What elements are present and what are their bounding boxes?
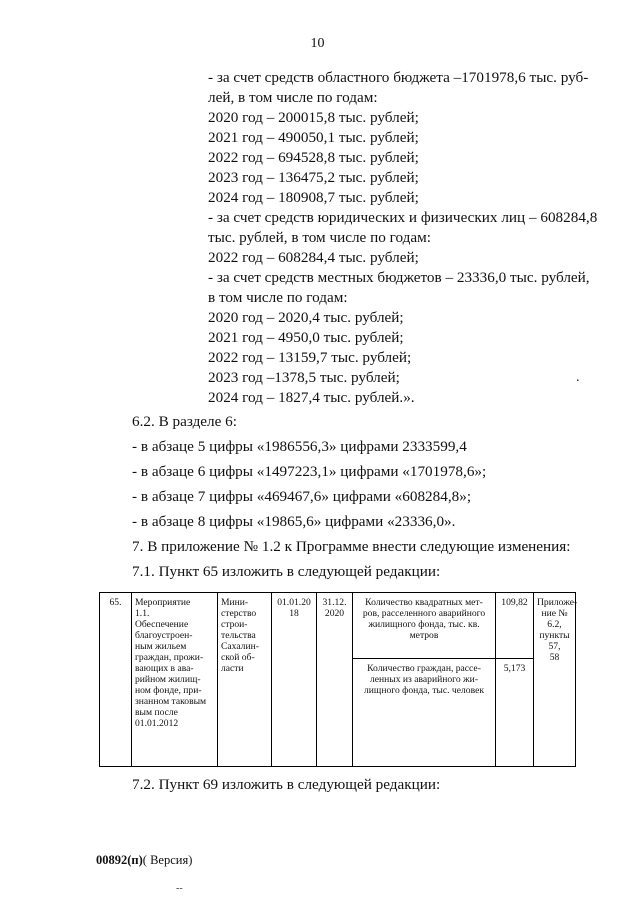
end-date-cell <box>317 593 353 767</box>
ministry-line: Мини- <box>221 597 249 608</box>
indicator-name-cell <box>353 593 496 659</box>
activity-line: Мероприятие <box>135 597 191 608</box>
text-line: - в абзаце 5 цифры «1986556,3» цифрами 2333599,4 <box>132 438 467 455</box>
text-line: 7.2. Пункт 69 изложить в следующей редакции: <box>132 776 441 793</box>
text-line: в том числе по годам: <box>208 289 348 306</box>
activity-cell <box>132 593 218 767</box>
text-line: - за счет средств областного бюджета –1701978,6 тыс. руб- <box>208 69 589 86</box>
end-date-line: 31.12. <box>322 597 347 608</box>
indicator-line: метров <box>409 630 439 641</box>
text-line: - в абзаце 8 цифры «19865,6» цифрами «23336,0». <box>132 513 456 530</box>
activity-line: 1.1. <box>135 608 150 619</box>
text-line: - за счет средств местных бюджетов – 23336,0 тыс. рублей, <box>208 269 590 286</box>
text-line: 2020 год – 200015,8 тыс. рублей; <box>208 109 419 126</box>
activity-line: 01.01.2012 <box>135 718 179 729</box>
activity-line: ным жильем <box>135 641 187 652</box>
indicator-line: жилищного фонда, тыс. кв. <box>368 619 480 630</box>
text-line: 2022 год – 694528,8 тыс. рублей; <box>208 149 419 166</box>
link-cell <box>534 593 576 767</box>
stray-dot: . <box>576 370 580 385</box>
page-number: 10 <box>310 36 325 51</box>
activity-line: ном фонде, при- <box>135 685 202 696</box>
ministry-line: Сахалин- <box>221 641 259 652</box>
indicator-line: Количество квадратных мет- <box>365 597 483 608</box>
text-line: - за счет средств юридических и физических лиц – 608284,8 <box>208 209 598 226</box>
link-line: пункты 57, <box>539 630 570 652</box>
text-line: 2024 год – 1827,4 тыс. рублей.». <box>208 389 415 406</box>
link-line: Приложе- <box>537 597 578 608</box>
text-line: 2021 год – 490050,1 тыс. рублей; <box>208 129 419 146</box>
text-line: 2022 год – 13159,7 тыс. рублей; <box>208 349 412 366</box>
section-heading: 6.2. В разделе 6: <box>132 413 237 430</box>
text-line: 2021 год – 4950,0 тыс. рублей; <box>208 329 404 346</box>
start-date-line: 18 <box>289 608 299 619</box>
indicator-name-cell <box>353 659 496 767</box>
footer-code: 00892(п) <box>96 853 143 867</box>
bottom-mark: -- <box>176 883 183 894</box>
activity-line: благоустроен- <box>135 630 193 641</box>
text-line: 7.1. Пункт 65 изложить в следующей редакции: <box>132 563 441 580</box>
indicator-value-cell: 109,82 <box>496 593 534 659</box>
program-table <box>99 592 576 767</box>
row-number: 65. <box>100 593 132 767</box>
text-line: 2022 год – 608284,4 тыс. рублей; <box>208 249 419 266</box>
indicator-line: Количество граждан, рассе- <box>367 663 481 674</box>
indicator-line: ров, расселенного аварийного <box>362 608 486 619</box>
footer <box>96 853 192 868</box>
ministry-line: ской об- <box>221 652 255 663</box>
text-line: лей, в том числе по годам: <box>208 89 378 106</box>
ministry-line: строи- <box>221 619 248 630</box>
text-line: 7. В приложение № 1.2 к Программе внести следующие изменения: <box>132 538 571 555</box>
text-line: 2020 год – 2020,4 тыс. рублей; <box>208 309 404 326</box>
text-line: 2023 год – 136475,2 тыс. рублей; <box>208 169 419 186</box>
text-line: - в абзаце 7 цифры «469467,6» цифрами «608284,8»; <box>132 488 472 505</box>
indicator-line: ленных из аварийного жи- <box>369 674 479 685</box>
link-line: ние № 6.2, <box>541 608 568 630</box>
activity-line: рийном жилищ- <box>135 674 201 685</box>
indicator-line: лищного фонда, тыс. человек <box>364 685 484 696</box>
footer-label: ( Версия) <box>142 853 193 867</box>
text-line: 2023 год –1378,5 тыс. рублей; <box>208 369 400 386</box>
activity-line: знанном таковым <box>135 696 207 707</box>
text-line: тыс. рублей, в том числе по годам: <box>208 229 431 246</box>
link-line: 58 <box>549 652 560 663</box>
ministry-cell <box>218 593 272 767</box>
activity-line: вым после <box>135 707 178 718</box>
activity-line: Обеспечение <box>135 619 189 630</box>
text-line: - в абзаце 6 цифры «1497223,1» цифрами «1701978,6»; <box>132 463 487 480</box>
ministry-line: стерство <box>221 608 257 619</box>
start-date-cell <box>272 593 317 767</box>
start-date-line: 01.01.20 <box>277 597 311 608</box>
ministry-line: тельства <box>221 630 256 641</box>
activity-line: граждан, прожи- <box>135 652 204 663</box>
end-date-line: 2020 <box>324 608 345 619</box>
text-line: 2024 год – 180908,7 тыс. рублей; <box>208 189 419 206</box>
indicator-value-cell: 5,173 <box>496 659 534 767</box>
ministry-line: ласти <box>221 663 244 674</box>
activity-line: вающих в ава- <box>135 663 194 674</box>
